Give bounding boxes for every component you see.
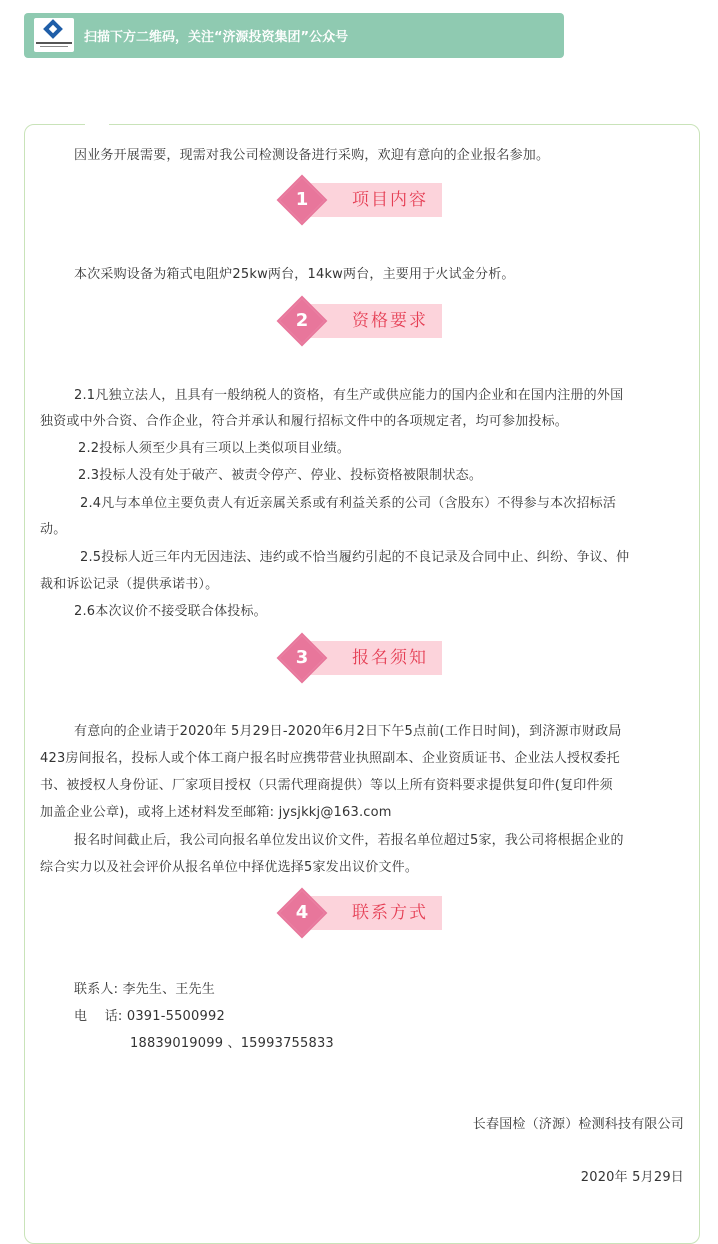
registration-line-3: 书、被授权人身份证、厂家项目授权（只需代理商提供）等以上所有资料要求提供复印件(复印件须 <box>40 778 613 793</box>
registration-line-1: 有意向的企业请于2020年 5月29日-2020年6月2日下午5点前(工作日时间)，到济源市财政局 <box>74 724 622 739</box>
registration-line-4: 加盖企业公章)，或将上述材料发至邮箱: jysjkkj@163.com <box>40 805 392 820</box>
qualification-2-6: 2.6本次议价不接受联合体投标。 <box>74 604 267 619</box>
top-banner[interactable] <box>24 13 564 58</box>
section-heading-4 <box>280 891 450 943</box>
section-number: 3 <box>295 647 309 668</box>
intro-text: 因业务开展需要，现需对我公司检测设备进行采购，欢迎有意向的企业报名参加。 <box>74 148 550 163</box>
qualification-2-3: 2.3投标人没有处于破产、被责令停产、停业、投标资格被限制状态。 <box>78 468 483 483</box>
logo-diamond-icon <box>43 19 63 39</box>
qualification-2-4: 2.4凡与本单位主要负责人有近亲属关系或有利益关系的公司（含股东）不得参与本次招标活 <box>80 496 617 511</box>
qualification-2-1: 2.1凡独立法人，且具有一般纳税人的资格，有生产或供应能力的国内企业和在国内注册的外国 <box>74 388 624 403</box>
qualification-2-1-cont: 独资或中外合资、合作企业，符合并承认和履行招标文件中的各项规定者，均可参加投标。 <box>40 414 569 429</box>
qualification-2-4-cont: 动。 <box>40 522 67 537</box>
contact-phone: 电 话: 0391-5500992 <box>74 1009 225 1024</box>
banner-text: 扫描下方二维码，关注“济源投资集团”公众号 <box>84 30 349 45</box>
registration-line-5: 报名时间截止后，我公司向报名单位发出议价文件，若报名单位超过5家，我公司将根据企业的 <box>74 833 624 848</box>
company-name: 长春国检（济源）检测科技有限公司 <box>472 1117 684 1132</box>
section-title: 联系方式 <box>352 903 428 923</box>
qualification-2-5: 2.5投标人近三年内无因违法、违约或不恰当履约引起的不良记录及合同中止、纠纷、争议、仲 <box>80 550 630 565</box>
qualification-2-5-cont: 裁和诉讼记录（提供承诺书）。 <box>40 577 219 592</box>
section-number: 1 <box>295 189 309 210</box>
section-number: 2 <box>295 310 309 331</box>
registration-line-6: 综合实力以及社会评价从报名单位中择优选择5家发出议价文件。 <box>40 860 419 875</box>
section-title: 资格要求 <box>352 311 428 331</box>
section-heading-1 <box>280 178 450 230</box>
contact-phone-more: 18839019099 、15993755833 <box>130 1036 334 1051</box>
section-title: 报名须知 <box>352 648 428 668</box>
qualification-2-2: 2.2投标人须至少具有三项以上类似项目业绩。 <box>78 441 351 456</box>
document-date: 2020年 5月29日 <box>580 1170 684 1185</box>
contact-person: 联系人: 李先生、王先生 <box>74 982 215 997</box>
project-text: 本次采购设备为箱式电阻炉25kw两台，14kw两台，主要用于火试金分析。 <box>74 267 515 282</box>
registration-line-2: 423房间报名，投标人或个体工商户报名时应携带营业执照副本、企业资质证书、企业法人授权委托 <box>40 751 620 766</box>
company-logo <box>34 18 74 52</box>
section-heading-3 <box>280 636 450 688</box>
section-title: 项目内容 <box>352 190 428 210</box>
section-heading-2 <box>280 299 450 351</box>
section-number: 4 <box>295 902 309 923</box>
